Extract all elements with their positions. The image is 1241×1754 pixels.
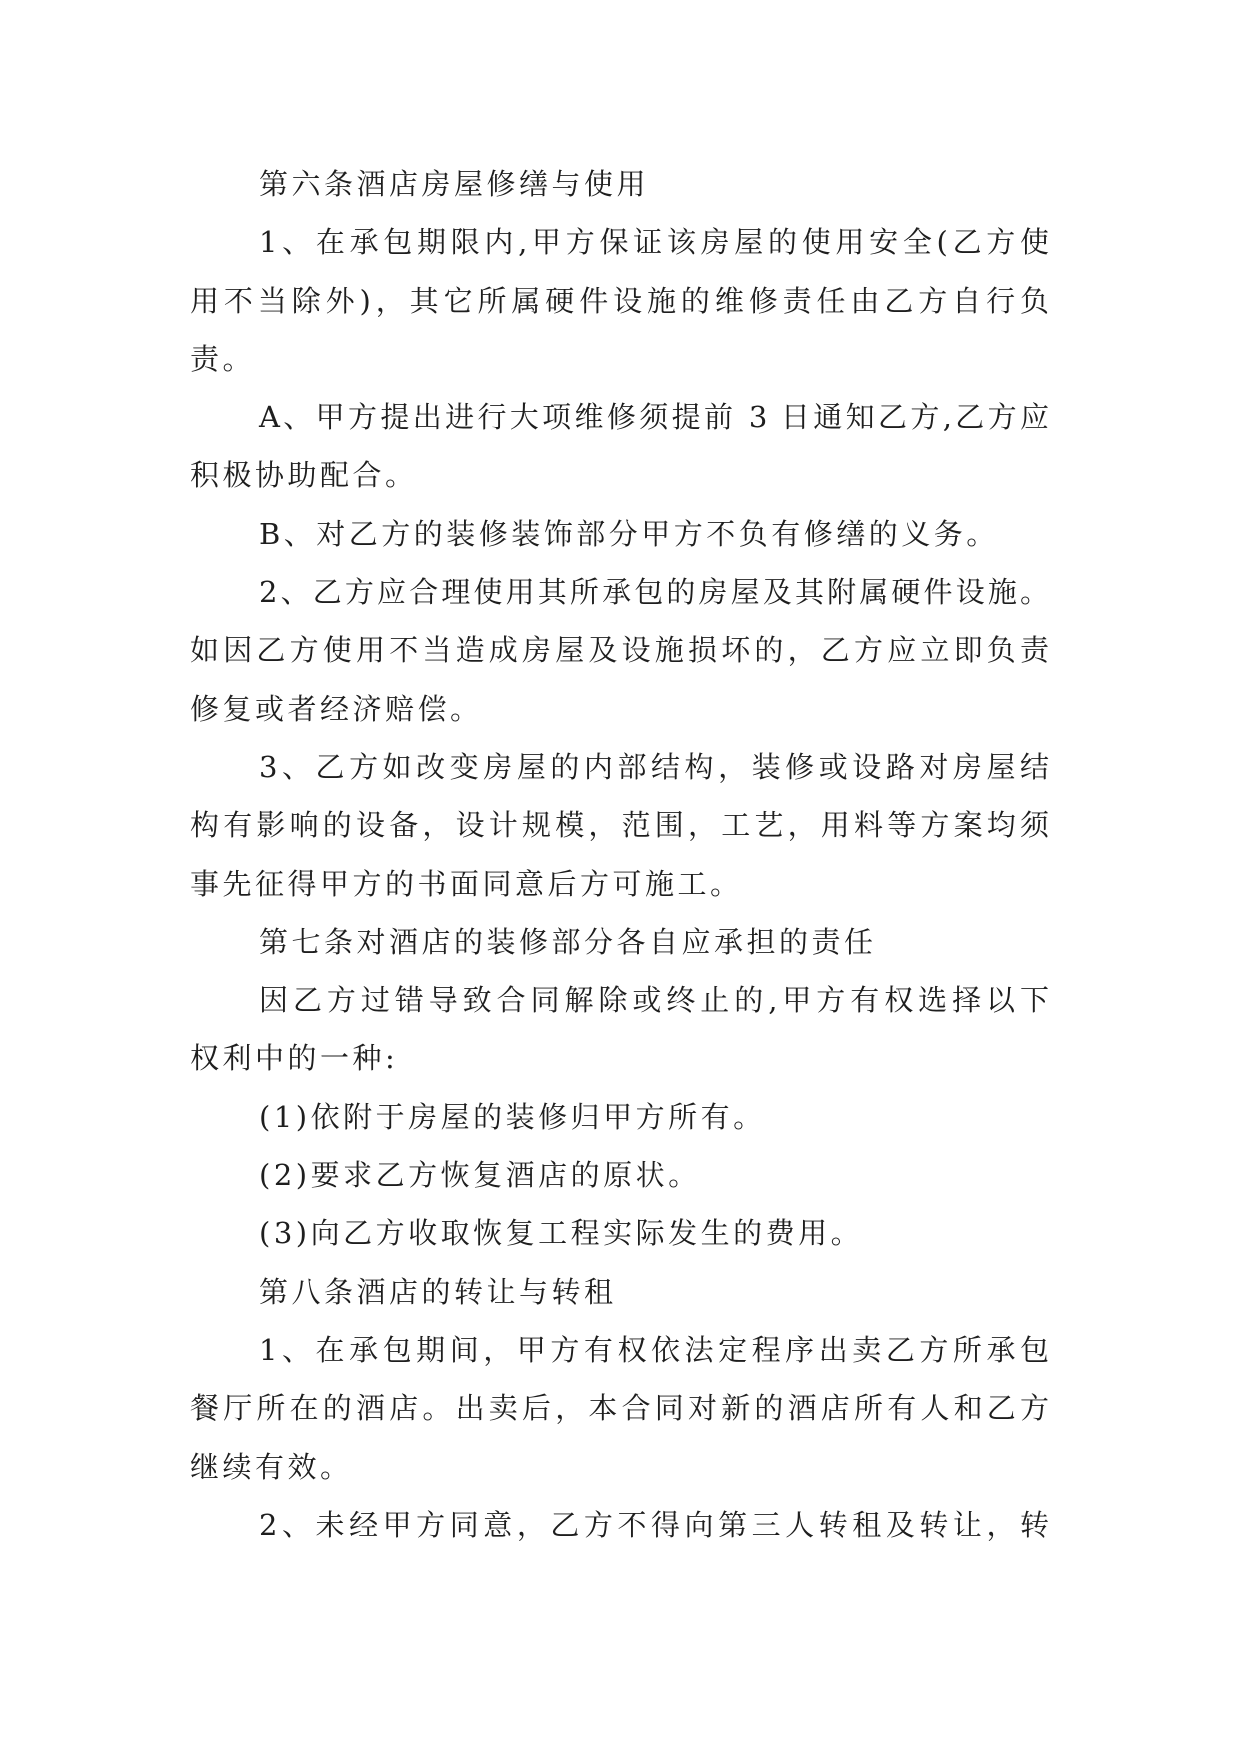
- text-line: 权利中的一种:: [190, 1041, 399, 1076]
- paragraph: [190, 213, 1050, 388]
- text-line: B、对乙方的装修装饰部分甲方不负有修缮的义务。: [259, 516, 999, 551]
- paragraph: [190, 1088, 1050, 1146]
- paragraph: [190, 1146, 1050, 1204]
- paragraph: [190, 1263, 1050, 1321]
- document-body: [190, 155, 1050, 1554]
- paragraph: [190, 505, 1050, 563]
- text-line: 2、未经甲方同意，乙方不得向第三人转租及转让，转: [259, 1507, 1050, 1542]
- text-line: 1、在承包期限内,甲方保证该房屋的使用安全(乙方使: [259, 225, 1050, 260]
- paragraph: [190, 913, 1050, 971]
- paragraph: [190, 971, 1050, 1088]
- paragraph: [190, 563, 1050, 738]
- text-line: 构有影响的设备，设计规模，范围，工艺，用料等方案均须: [190, 808, 1050, 843]
- text-line: 修复或者经济赔偿。: [190, 691, 483, 726]
- text-line: 第六条酒店房屋修缮与使用: [259, 167, 650, 201]
- text-line: 第八条酒店的转让与转租: [259, 1274, 617, 1309]
- text-line: 事先征得甲方的书面同意后方可施工。: [190, 866, 743, 901]
- text-line: 第七条对酒店的装修部分各自应承担的责任: [259, 924, 877, 959]
- text-line: 责。: [190, 341, 256, 376]
- paragraph: [190, 1321, 1050, 1496]
- paragraph: [190, 155, 1050, 213]
- text-line: A、甲方提出进行大项维修须提前 3 日通知乙方,乙方应: [259, 400, 1050, 435]
- paragraph: [190, 1204, 1050, 1262]
- text-line: 2、乙方应合理使用其所承包的房屋及其附属硬件设施。: [259, 575, 1050, 610]
- text-line: 如因乙方使用不当造成房屋及设施损坏的，乙方应立即负责: [190, 633, 1050, 668]
- paragraph: [190, 1496, 1050, 1554]
- text-line: 因乙方过错导致合同解除或终止的,甲方有权选择以下: [259, 983, 1050, 1018]
- text-line: (1)依附于房屋的装修归甲方所有。: [259, 1099, 766, 1134]
- text-line: (2)要求乙方恢复酒店的原状。: [259, 1158, 701, 1193]
- text-line: 餐厅所在的酒店。出卖后，本合同对新的酒店所有人和乙方: [190, 1391, 1050, 1426]
- text-line: 3、乙方如改变房屋的内部结构，装修或设路对房屋结: [259, 749, 1050, 784]
- paragraph: [190, 388, 1050, 505]
- text-line: (3)向乙方收取恢复工程实际发生的费用。: [259, 1216, 864, 1251]
- text-line: 积极协助配合。: [190, 458, 418, 493]
- text-line: 1、在承包期间，甲方有权依法定程序出卖乙方所承包: [259, 1332, 1050, 1367]
- text-line: 用不当除外)，其它所属硬件设施的维修责任由乙方自行负: [190, 283, 1050, 318]
- paragraph: [190, 738, 1050, 913]
- text-line: 继续有效。: [190, 1449, 353, 1484]
